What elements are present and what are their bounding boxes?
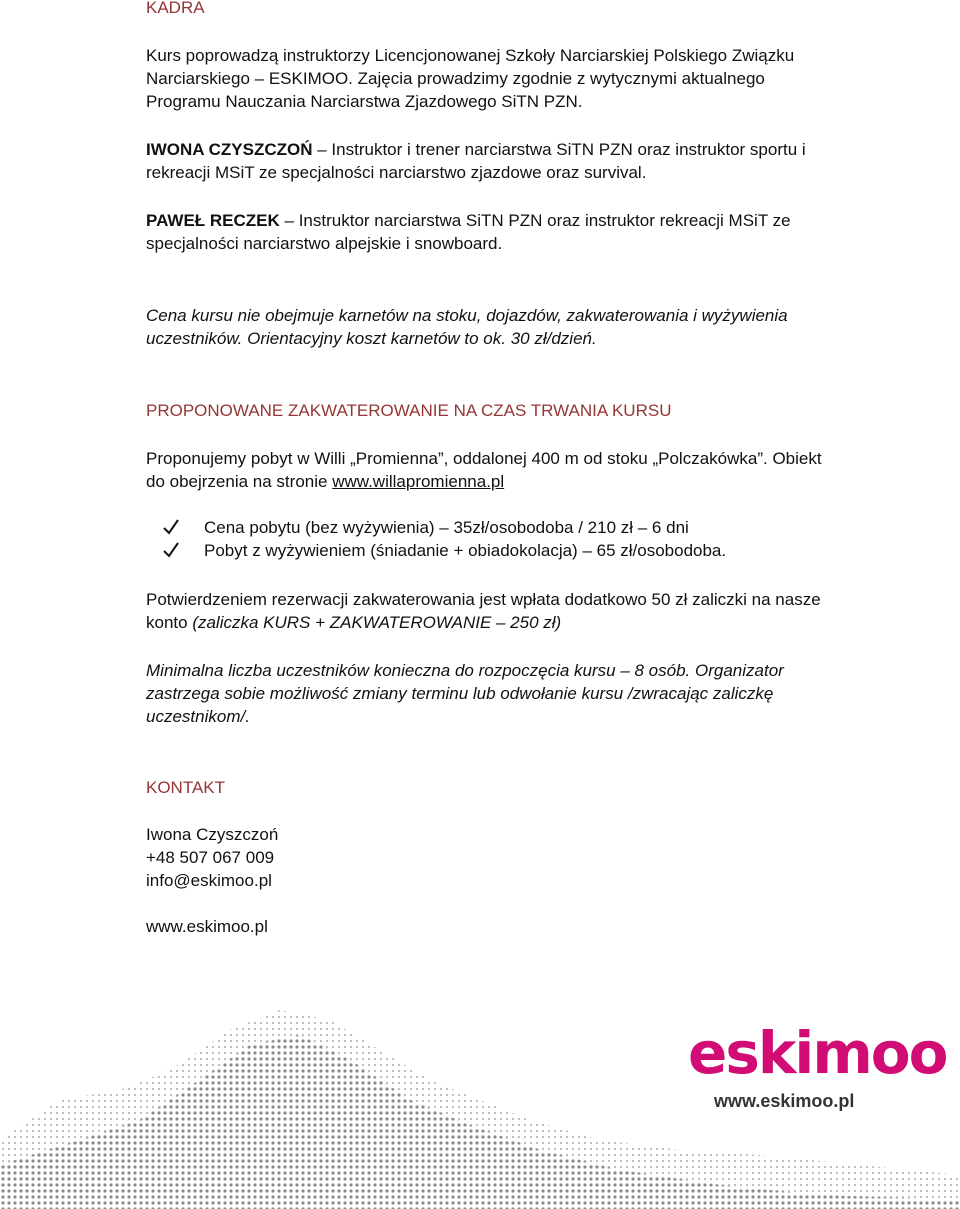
deposit-note: (zaliczka KURS + ZAKWATEROWANIE – 250 zł) — [192, 613, 562, 632]
contact-heading: KONTAKT — [146, 778, 226, 797]
kadra-heading: KADRA — [146, 0, 205, 17]
confirmation-text: Potwierdzeniem rezerwacji zakwaterowania jest wpłata dodatkowo 50 zł zaliczki na nasze konto — [146, 590, 821, 632]
list-item-text: Pobyt z wyżywieniem (śniadanie + obiadokolacja) – 65 zł/osobodoba. — [204, 541, 727, 560]
iwona-description: – Instruktor i trener narciarstwa SiTN PZN oraz instruktor sportu i rekreacji MSiT ze specjalności narciarstwo zjazdowe oraz survival. — [146, 140, 806, 182]
iwona-name: IWONA CZYSZCZOŃ — [146, 140, 313, 159]
pawel-name: PAWEŁ RECZEK — [146, 211, 280, 230]
villa-link[interactable]: www.willapromienna.pl — [332, 472, 505, 491]
list-item-text: Cena pobytu (bez wyżywienia) – 35zł/osobodoba / 210 zł – 6 dni — [204, 518, 689, 537]
contact-phone: +48 507 067 009 — [146, 848, 275, 867]
contact-name: Iwona Czyszczoń — [146, 825, 279, 844]
minimum-participants-note: Minimalna liczba uczestników konieczna do rozpoczęcia kursu – 8 osób. Organizator zastrzega sobie możliwość zmiany terminu lub odwołanie kursu /zwracając zaliczkę uczestnikom/. — [146, 661, 784, 726]
contact-block — [146, 823, 278, 938]
accommodation-paragraph — [146, 447, 826, 493]
price-note: Cena kursu nie obejmuje karnetów na stoku, dojazdów, zakwaterowania i wyżywienia uczestników. Orientacyjny koszt karnetów to ok. 30 zł/dzień. — [146, 306, 788, 348]
list-item — [146, 516, 726, 539]
price-list — [146, 516, 726, 562]
contact-website[interactable]: www.eskimoo.pl — [146, 917, 268, 936]
checkmark-icon — [162, 539, 180, 561]
list-item — [146, 539, 726, 562]
pawel-description: – Instruktor narciarstwa SiTN PZN oraz instruktor rekreacji MSiT ze specjalności narciarstwo alpejskie i snowboard. — [146, 211, 791, 253]
pawel-paragraph — [146, 209, 826, 255]
logo-wordmark: eskimoo — [688, 1019, 947, 1087]
confirmation-paragraph — [146, 588, 826, 634]
logo-url: www.eskimoo.pl — [714, 1091, 855, 1111]
accommodation-text: Proponujemy pobyt w Willi „Promienna”, oddalonej 400 m od stoku „Polczakówka”. Obiekt do obejrzenia na stronie — [146, 449, 822, 491]
eskimoo-logo — [680, 1016, 947, 1120]
kurs-paragraph: Kurs poprowadzą instruktorzy Licencjonowanej Szkoły Narciarskiej Polskiego Związku Narciarskiego – ESKIMOO. Zajęcia prowadzimy zgodnie z wytycznymi aktualnego Programu Nauczania Narciarstwa Zjazdowego SiTN PZN. — [146, 46, 795, 111]
checkmark-icon — [162, 516, 180, 538]
accommodation-heading: PROPONOWANE ZAKWATEROWANIE NA CZAS TRWANIA KURSU — [146, 401, 672, 420]
contact-email[interactable]: info@eskimoo.pl — [146, 871, 272, 890]
iwona-paragraph — [146, 138, 826, 184]
